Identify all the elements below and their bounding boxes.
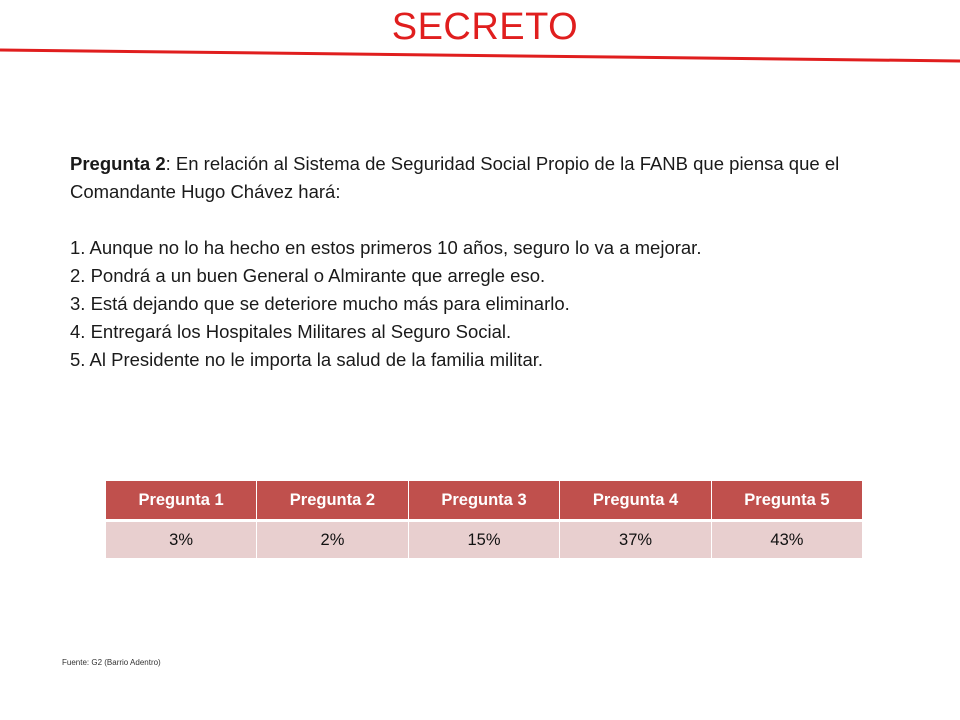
option-2: 2. Pondrá a un buen General o Almirante que arregle eso. — [70, 265, 546, 286]
question-label: Pregunta 2 — [70, 153, 166, 174]
option-3: 3. Está dejando que se deteriore mucho más para eliminarlo. — [70, 293, 570, 314]
option-4: 4. Entregará los Hospitales Militares al Seguro Social. — [70, 321, 512, 342]
title-underline-line — [0, 50, 960, 61]
table-cell: 15% — [408, 521, 560, 559]
table-cell: 43% — [711, 521, 862, 559]
slide-title: SECRETO — [391, 6, 579, 48]
question-block — [70, 150, 870, 374]
column-header: Pregunta 2 — [257, 481, 409, 521]
results-table — [106, 481, 862, 558]
title-underline — [0, 0, 960, 70]
column-header: Pregunta 5 — [711, 481, 862, 521]
option-1: 1. Aunque no lo ha hecho en estos primeros 10 años, seguro lo va a mejorar. — [70, 237, 702, 258]
column-header: Pregunta 4 — [560, 481, 712, 521]
table-row — [106, 521, 862, 559]
spacer — [70, 206, 870, 234]
question-text — [70, 150, 870, 206]
table-cell: 2% — [257, 521, 409, 559]
question-body: : En relación al Sistema de Seguridad Social Propio de la FANB que piensa que el Comandante Hugo Chávez hará: — [70, 153, 840, 202]
option-5: 5. Al Presidente no le importa la salud de la familia militar. — [70, 349, 544, 370]
table-header-row — [106, 481, 862, 521]
column-header: Pregunta 3 — [408, 481, 560, 521]
column-header: Pregunta 1 — [106, 481, 257, 521]
table-cell: 37% — [560, 521, 712, 559]
table-cell: 3% — [106, 521, 257, 559]
source-note: Fuente: G2 (Barrio Adentro) — [62, 658, 161, 667]
